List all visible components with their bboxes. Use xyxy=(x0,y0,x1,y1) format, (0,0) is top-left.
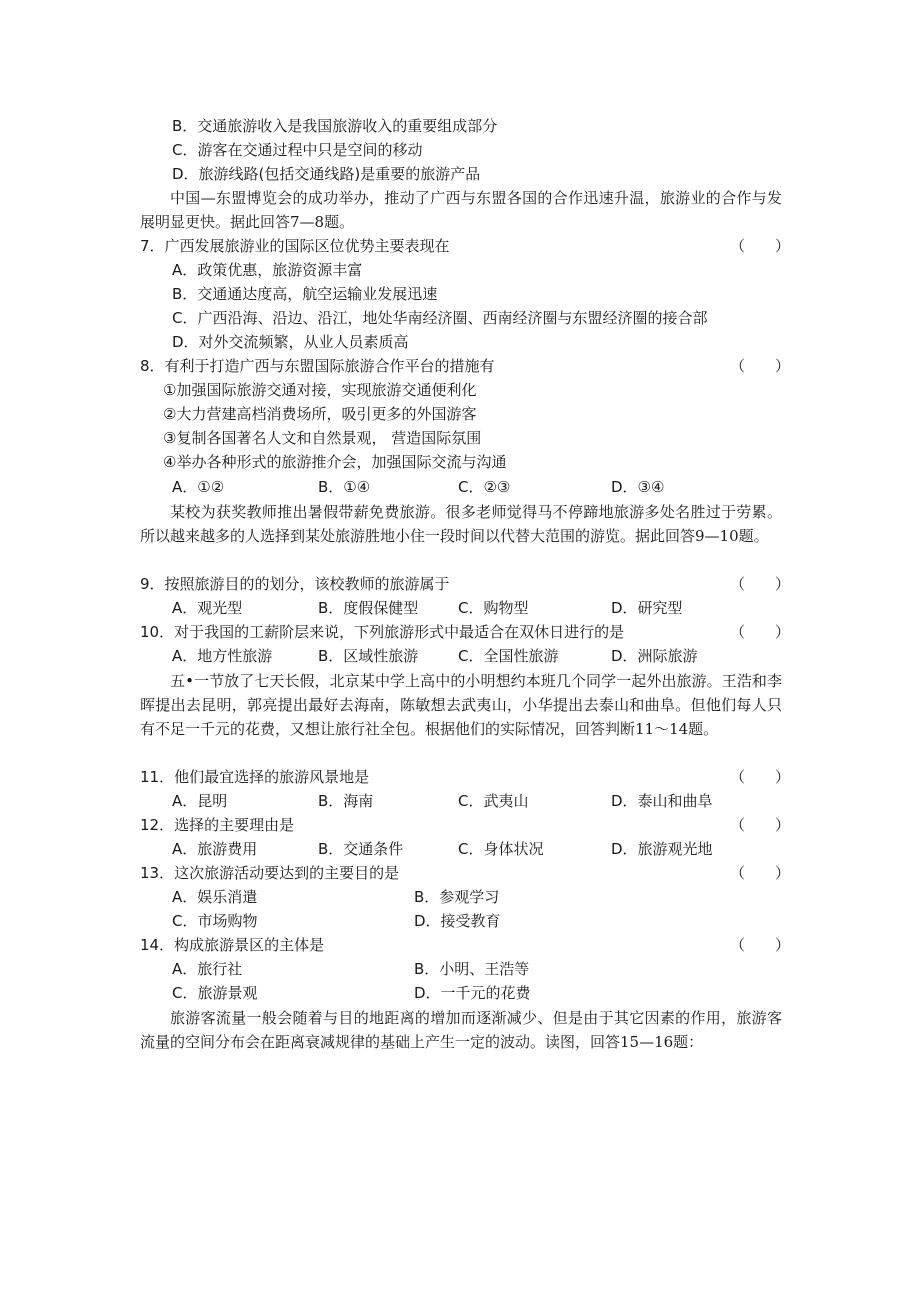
q13-option-b: B．参观学习 xyxy=(414,888,500,906)
q11-option-c: C．武夷山 xyxy=(458,792,529,810)
question-7-stem: 7．广西发展旅游业的国际区位优势主要表现在 xyxy=(140,237,450,255)
question-9-stem: 9．按照旅游目的的划分，该校教师的旅游属于 xyxy=(140,575,450,593)
q13-option-d: D．接受教育 xyxy=(414,912,501,930)
question-14-bracket: （ ） xyxy=(730,936,791,954)
question-13-stem: 13．这次旅游活动要达到的主要目的是 xyxy=(140,864,400,882)
q10-option-d: D．洲际旅游 xyxy=(611,647,698,665)
q8-item-4: ④举办各种形式的旅游推介会，加强国际交流与沟通 xyxy=(163,453,507,471)
passage-7-8: 中国—东盟博览会的成功举办，推动了广西与东盟各国的合作迅速升温，旅游业的合作与发展明显更快。据此回答7—8题。 xyxy=(140,189,782,231)
passage-11-14: 五•一节放了七天长假，北京某中学上高中的小明想约本班几个同学一起外出旅游。王浩和李晖提出去昆明，郭亮提出最好去海南，陈敏想去武夷山，小华提出去泰山和曲阜。但他们每人只有不足一千元的花费，又想让旅行社全包。根据他们的实际情况，回答判断11～14题。 xyxy=(140,672,782,738)
question-10-bracket: （ ） xyxy=(730,623,791,641)
q7-option-d: D．对外交流频繁，从业人员素质高 xyxy=(172,333,409,351)
question-11-stem: 11．他们最宜选择的旅游风景地是 xyxy=(140,768,370,786)
question-10-stem: 10．对于我国的工薪阶层来说，下列旅游形式中最适合在双休日进行的是 xyxy=(140,623,625,641)
q7-option-c: C．广西沿海、沿边、沿江，地处华南经济圈、西南经济圈与东盟经济圈的接合部 xyxy=(172,309,708,327)
q14-option-b: B．小明、王浩等 xyxy=(414,960,530,978)
question-7-bracket: （ ） xyxy=(730,237,791,255)
question-13-bracket: （ ） xyxy=(730,864,791,882)
question-9-bracket: （ ） xyxy=(730,575,791,593)
q12-option-c: C．身体状况 xyxy=(458,840,544,858)
q9-option-d: D．研究型 xyxy=(611,599,683,617)
q9-option-c: C．购物型 xyxy=(458,599,529,617)
option-b-top: B．交通旅游收入是我国旅游收入的重要组成部分 xyxy=(172,117,498,135)
q14-option-c: C．旅游景观 xyxy=(172,984,258,1002)
q7-option-b: B．交通通达度高，航空运输业发展迅速 xyxy=(172,285,438,303)
question-8-stem: 8．有利于打造广西与东盟国际旅游合作平台的措施有 xyxy=(140,357,495,375)
q12-option-d: D．旅游观光地 xyxy=(611,840,713,858)
q10-option-c: C．全国性旅游 xyxy=(458,647,559,665)
q11-option-d: D．泰山和曲阜 xyxy=(611,792,713,810)
q8-option-a: A．①② xyxy=(172,478,225,496)
q8-item-1: ①加强国际旅游交通对接，实现旅游交通便利化 xyxy=(163,381,477,399)
question-8-bracket: （ ） xyxy=(730,357,791,375)
option-d-top: D．旅游线路(包括交通线路)是重要的旅游产品 xyxy=(172,165,481,183)
q9-option-a: A．观光型 xyxy=(172,599,243,617)
question-14-stem: 14．构成旅游景区的主体是 xyxy=(140,936,325,954)
passage-9-10: 某校为获奖教师推出暑假带薪免费旅游。很多老师觉得马不停蹄地旅游多处名胜过于劳累。所以越来越多的人选择到某处旅游胜地小住一段时间以代替大范围的游览。据此回答9—10题。 xyxy=(140,503,782,545)
q9-option-b: B．度假保健型 xyxy=(318,599,419,617)
passage-15-16: 旅游客流量一般会随着与目的地距离的增加而逐渐减少、但是由于其它因素的作用，旅游客流量的空间分布会在距离衰减规律的基础上产生一定的波动。读图，回答15—16题： xyxy=(140,1009,782,1051)
question-12-stem: 12．选择的主要理由是 xyxy=(140,816,295,834)
q13-option-a: A．娱乐消遣 xyxy=(172,888,258,906)
q8-item-3: ③复制各国著名人文和自然景观， 营造国际氛围 xyxy=(163,429,482,447)
q14-option-d: D．一千元的花费 xyxy=(414,984,531,1002)
question-12-bracket: （ ） xyxy=(730,816,791,834)
q8-item-2: ②大力营建高档消费场所，吸引更多的外国游客 xyxy=(163,405,477,423)
q10-option-b: B．区域性旅游 xyxy=(318,647,419,665)
q8-option-c: C．②③ xyxy=(458,478,511,496)
question-11-bracket: （ ） xyxy=(730,768,791,786)
q11-option-b: B．海南 xyxy=(318,792,374,810)
q7-option-a: A．政策优惠，旅游资源丰富 xyxy=(172,261,363,279)
q14-option-a: A．旅行社 xyxy=(172,960,243,978)
q12-option-b: B．交通条件 xyxy=(318,840,404,858)
q13-option-c: C．市场购物 xyxy=(172,912,258,930)
option-c-top: C．游客在交通过程中只是空间的移动 xyxy=(172,141,423,159)
q8-option-b: B．①④ xyxy=(318,478,371,496)
q8-option-d: D．③④ xyxy=(611,478,665,496)
q10-option-a: A．地方性旅游 xyxy=(172,647,273,665)
q12-option-a: A．旅游费用 xyxy=(172,840,258,858)
q11-option-a: A．昆明 xyxy=(172,792,228,810)
